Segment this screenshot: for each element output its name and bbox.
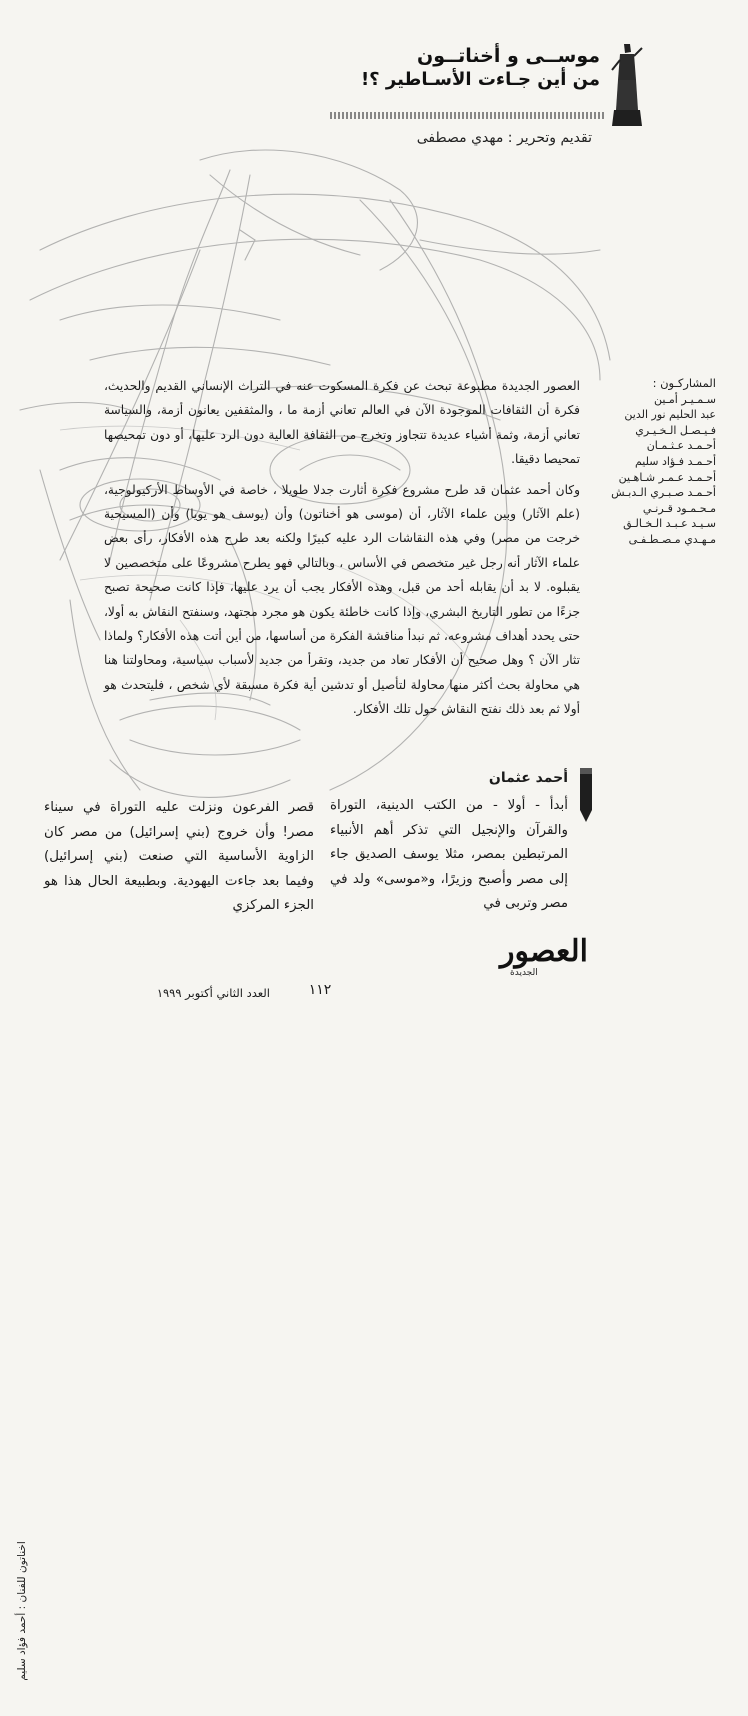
participant-name: عبد الحليم نور الدين	[624, 408, 716, 422]
title-line-2: من أين جـاءت الأسـاطير ؟!	[360, 69, 600, 90]
body-column-right: أبدأ - أولا - من الكتب الدينية، التوراة والقرآن والإنجيل التي تذكر أهم الأنبياء المرتبطين بمصر، مثلا يوسف الصديق جاء إلى مصر وأصبح وزيرًا، و«موسى» ولد في مصر وتربى في	[330, 798, 568, 912]
body-column-left: قصر الفرعون ونزلت عليه التوراة في سيناء مصر! وأن خروج (بني إسرائيل) من مصر كان الزاوية الأساسية التي صنعت (بني إسرائيل) وفيما بعد جاءت اليهودية. وبطبيعة الحال هذا هو الجزء المركزي	[44, 800, 314, 914]
participants-label: المشاركـون :	[652, 376, 716, 390]
statue-figure-icon	[606, 40, 646, 130]
intro-paragraph: وكان أحمد عثمان قد طرح مشروع فكرة أثارت جدلا طويلا ، خاصة في الأوساط الأركيولوجية، (علم الآثار) وبين علماء الآثار، أن (موسى هو أخناتون) وأن (يوسف هو يويا) وأن (المسيحية خرجت من مصر) وفي هذه النقاشات الرد عليه كبيرًا ولكنه بعد طرح هذه الأفكار، رأى بعض علماء الآثار أنه رجل غير متخصص في الأساس ، وبالتالي فهو يطرح مشروعًا على متخصصين لا يقبلوه. لا بد أن يقابله أحد من قبل، وهذه الأفكار يجب أن يرد عليها، فإذا كانت صحيحة تصبح جزءًا من تطور التاريخ البشري، وإذا كانت خاطئة يكون هو مجرد مجتهد، وسنفتح النقاش به أولا، حتى يحدد أهداف مشروعه، ثم نبدأ مناقشة الفكرة من أساسها، من أين أتت هذه الأفكار؟ ولماذا تثار الآن ؟ وهل صحيح أن الأفكار تعاد من جديد، وتقرأ من جديد لأسباب سياسية، ومحاولتنا هنا هي محاولة بحث أكثر منها محاولة لتأصيل أو تدشين أية فكرة مسبقة لأي شخص ، فليتحدث هو أولا ثم بعد ذلك نفتح النقاش حول تلك الأفكار.	[104, 482, 580, 717]
page-number: ١١٢	[308, 982, 332, 998]
participant-name: فـيـصـل الـخـيـري	[635, 423, 716, 437]
dotted-divider	[330, 112, 604, 119]
participant-name: أحـمـد فـؤاد سليم	[634, 454, 716, 468]
participant-name: مـحـمـود قـرنـي	[642, 501, 716, 515]
issue-info: العدد الثاني أكتوبر ١٩٩٩	[156, 986, 270, 1000]
participant-name: سـمـيـر أمـين	[654, 392, 716, 406]
title-line-1: موســى و أخناتــون	[417, 45, 600, 67]
magazine-logo	[500, 934, 588, 979]
participant-name: سـيـد عـبـد الـخـالـق	[623, 517, 716, 531]
participant-name: أحـمـد عـمـر شـاهـين	[618, 470, 716, 484]
illustration-caption: اخناتون للفنان : أحمد فؤاد سليم	[16, 1541, 28, 1681]
editor-credit: تقديم وتحرير : مهدي مصطفى	[416, 130, 592, 146]
participants-list	[592, 376, 716, 548]
pencil-icon	[578, 766, 594, 824]
participant-name: أحـمـد عـثـمـان	[646, 439, 716, 453]
intro-paragraph: العصور الجديدة مطبوعة تبحث عن فكرة المسكوت عنه في التراث الإنساني القديم والحديث، فكرة أن الثقافات الموجودة الآن في العالم تعاني أزمة ما ، والمثقفين يعانون أزمة، والسياسة تعاني أزمة، وثمة أشياء عديدة تتجاوز وتخرج من الثقافة العالية دون الرد عليها، أو دون تمحيصها تمحيصا دقيقا.	[104, 379, 580, 467]
intro-text	[104, 374, 580, 722]
logo-main-text: العصور	[500, 934, 588, 969]
article-title	[300, 44, 600, 92]
participant-name: أحـمـد صـبـري الـدبـش	[611, 486, 716, 500]
speaker-name: أحمد عثمان	[488, 770, 568, 786]
logo-sub-text: الجديدة	[510, 968, 538, 978]
participant-name: مـهـدي مـصـطـفـى	[628, 532, 716, 546]
